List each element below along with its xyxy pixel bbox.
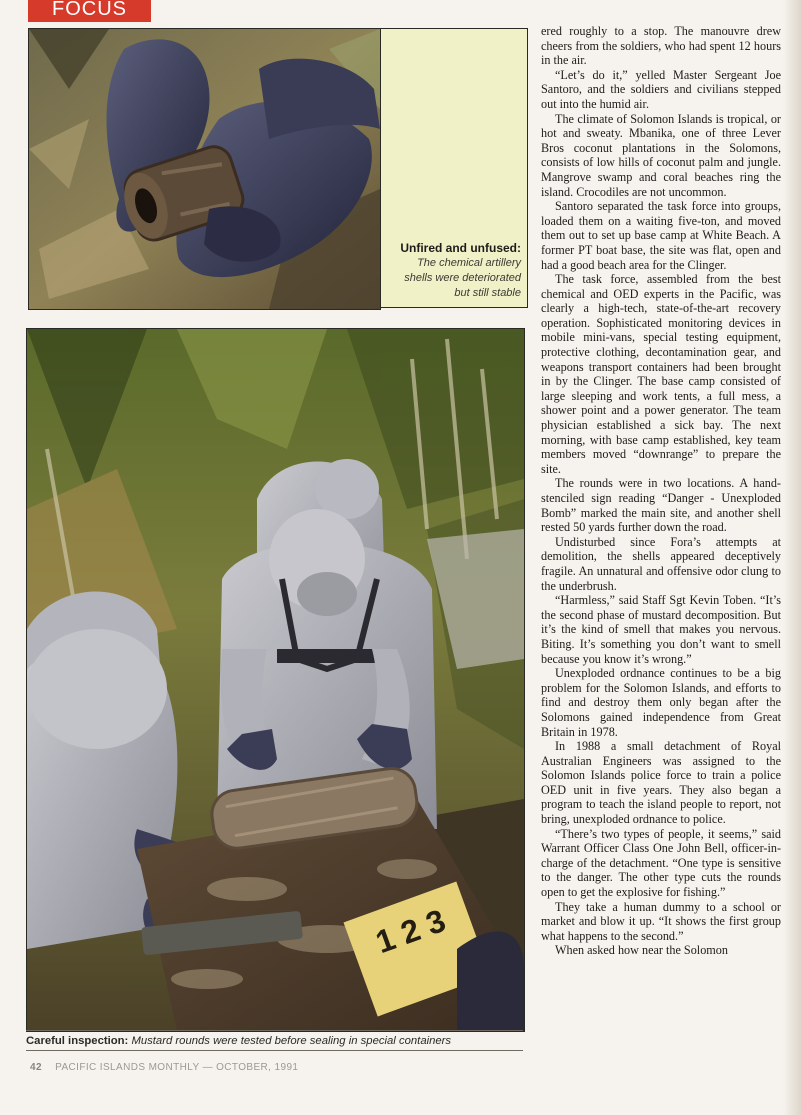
article-paragraph: When asked how near the Solomon	[555, 943, 728, 958]
section-tab: FOCUS	[28, 0, 151, 22]
main-caption-body: Mustard rounds were tested before sealing in special containers	[131, 1035, 452, 1047]
photo-caption	[389, 241, 521, 301]
article-paragraph: “Let’s do it,” yelled Master Sergeant Joe Santoro, and the soldiers and civilians stepped out into the humid air.	[541, 67, 781, 111]
article-paragraph: Undisturbed since Fora’s attempts at demolition, the shells appeared deceptively fragile. An unnatural and offensive odor clung to the underbrush.	[541, 534, 781, 593]
page-edge-shadow	[783, 0, 801, 1115]
soldiers-in-protective-suits-photo	[26, 328, 525, 1032]
article-paragraph: The climate of Solomon Islands is tropical, or hot and sweaty. Mbanika, one of three Lever Bros coconut plantations in the Solomons, consists of low hills of coconut palm and jungle. Mangrove swamp and coral beaches ring the island. Crocodiles are not uncommon.	[541, 111, 781, 199]
page-footer	[30, 1062, 298, 1073]
article-paragraph: The task force, assembled from the best chemical and OED experts in the Pacific, was clearly a high-tech, state-of-the-art recovery operation. Sophisticated monitoring devices in mobile mini-vans, special testing equipment, protective clothing, decontamination gear, and weapons transport containers had been brought in by the Clinger. The base camp consisted of large sleeping and work tents, a full mess, a shower point and a power generator. The team physician established a sick bay. The next morning, with base camp established, key team members moved “downrange” to prepare the site.	[541, 272, 781, 476]
publication-name: PACIFIC ISLANDS MONTHLY — OCTOBER, 1991	[55, 1062, 299, 1073]
article-paragraph: ered roughly to a stop. The manouvre drew cheers from the soldiers, who had spent 12 hours in the air.	[541, 24, 781, 68]
article-paragraph: “There’s two types of people, it seems,” said Warrant Officer Class One John Bell, officer-in-charge of the detachment. “One type is sensitive to the danger. The other type cuts the rounds open to get the explosive for fishing.”	[541, 826, 781, 900]
caption-body: The chemical artillery shells were deteriorated but still stable	[404, 257, 521, 299]
article-column	[541, 24, 781, 958]
page-number: 42	[30, 1062, 42, 1073]
photo-top-illustration	[29, 29, 380, 309]
caption-rule-bottom	[26, 1050, 523, 1051]
article-paragraph: In 1988 a small detachment of Royal Australian Engineers was assigned to the Solomon Islands police force to train a police OED unit in five years. They also began a program to teach the island people to report, not bring, unexploded ordnance to police.	[541, 739, 781, 827]
article-paragraph: They take a human dummy to a school or market and blow it up. “It shows the first group what happens to the second.”	[541, 899, 781, 943]
article-paragraph: Unexploded ordnance continues to be a big problem for the Solomon Islands, and efforts to find and destroy them only began after the Solomons gained independence from Great Britain in 1978.	[541, 666, 781, 739]
gloved-hands-holding-shell-photo	[28, 28, 381, 310]
photo-caption-box	[380, 28, 528, 308]
article-paragraph: “Harmless,” said Staff Sgt Kevin Toben. “It’s the second phase of mustard decomposition. But it’s the kind of smell that makes you nervous. Biting. It’s something you don’t want to smell because you know it’s wrong.”	[541, 593, 781, 666]
caption-title: Unfired and unfused:	[400, 241, 521, 255]
main-photo-caption	[26, 1035, 523, 1047]
shell-marker-label: 1 2 3	[370, 902, 451, 961]
article-paragraph: Santoro separated the task force into groups, loaded them on a waiting five-ton, and moved them out to set up base camp at White Beach. A former PT boat base, the site was flat, open and had a good beach area for the Clinger.	[541, 199, 781, 272]
caption-rule-top	[26, 1030, 523, 1031]
article-paragraph: The rounds were in two locations. A hand-stenciled sign reading “Danger - Unexploded Bomb” marked the main site, and another shell rested 50 yards further down the road.	[541, 476, 781, 535]
main-caption-title: Careful inspection:	[26, 1035, 129, 1047]
photo-main-illustration	[27, 329, 524, 1031]
